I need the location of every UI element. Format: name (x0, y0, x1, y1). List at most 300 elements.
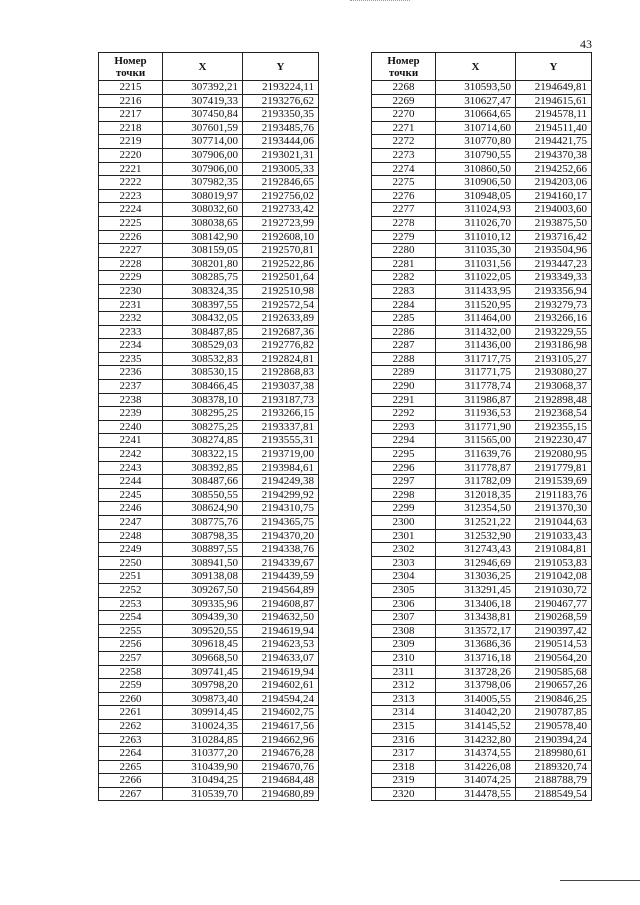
coordinates-table-right (371, 52, 592, 801)
cell-x: 311782,09 (436, 475, 516, 489)
cell-x: 313716,18 (436, 651, 516, 665)
table-row (99, 448, 319, 462)
cell-y: 2192723,99 (243, 216, 319, 230)
cell-point-number: 2285 (372, 312, 436, 326)
cell-y: 2189980,61 (516, 747, 592, 761)
cell-point-number: 2215 (99, 81, 163, 95)
table-row (99, 787, 319, 801)
cell-y: 2193337,81 (243, 420, 319, 434)
cell-point-number: 2258 (99, 665, 163, 679)
cell-y: 2189320,74 (516, 760, 592, 774)
cell-x: 309741,45 (163, 665, 243, 679)
cell-point-number: 2263 (99, 733, 163, 747)
table-row (372, 81, 592, 95)
cell-y: 2193021,31 (243, 148, 319, 162)
cell-x: 308529,03 (163, 339, 243, 353)
table-row (372, 651, 592, 665)
cell-x: 308038,65 (163, 216, 243, 230)
cell-y: 2192733,42 (243, 203, 319, 217)
cell-point-number: 2288 (372, 352, 436, 366)
cell-x: 308378,10 (163, 393, 243, 407)
cell-y: 2192501,64 (243, 271, 319, 285)
cell-point-number: 2217 (99, 108, 163, 122)
table-row (372, 380, 592, 394)
cell-y: 2192510,98 (243, 284, 319, 298)
cell-y: 2192230,47 (516, 434, 592, 448)
cell-point-number: 2245 (99, 488, 163, 502)
cell-point-number: 2264 (99, 747, 163, 761)
cell-point-number: 2291 (372, 393, 436, 407)
table-row (99, 230, 319, 244)
cell-point-number: 2269 (372, 94, 436, 108)
table-row (99, 121, 319, 135)
cell-y: 2194602,61 (243, 679, 319, 693)
cell-x: 308432,05 (163, 312, 243, 326)
cell-point-number: 2251 (99, 570, 163, 584)
cell-x: 310627,47 (436, 94, 516, 108)
table-row (372, 461, 592, 475)
table-row (99, 597, 319, 611)
cell-y: 2194615,61 (516, 94, 592, 108)
cell-y: 2192776,82 (243, 339, 319, 353)
table-row (99, 298, 319, 312)
cell-point-number: 2244 (99, 475, 163, 489)
cell-x: 314074,25 (436, 774, 516, 788)
cell-x: 311436,00 (436, 339, 516, 353)
cell-y: 2192633,89 (243, 312, 319, 326)
cell-x: 313798,06 (436, 679, 516, 693)
cell-y: 2191084,81 (516, 543, 592, 557)
cell-x: 311035,30 (436, 244, 516, 258)
cell-point-number: 2316 (372, 733, 436, 747)
table-row (99, 638, 319, 652)
cell-y: 2194662,96 (243, 733, 319, 747)
cell-y: 2194619,94 (243, 665, 319, 679)
cell-y: 2193266,16 (516, 312, 592, 326)
table-row (99, 624, 319, 638)
cell-x: 312743,43 (436, 543, 516, 557)
cell-point-number: 2303 (372, 556, 436, 570)
cell-point-number: 2220 (99, 148, 163, 162)
cell-y: 2191183,76 (516, 488, 592, 502)
cell-y: 2192846,65 (243, 176, 319, 190)
table-row (99, 706, 319, 720)
cell-y: 2194439,59 (243, 570, 319, 584)
cell-x: 308019,97 (163, 189, 243, 203)
cell-y: 2193105,27 (516, 352, 592, 366)
cell-y: 2193349,33 (516, 271, 592, 285)
table-row (99, 148, 319, 162)
table-row (372, 121, 592, 135)
cell-y: 2194594,24 (243, 692, 319, 706)
table-row (372, 556, 592, 570)
cell-point-number: 2281 (372, 257, 436, 271)
cell-x: 314005,55 (436, 692, 516, 706)
cell-x: 311936,53 (436, 407, 516, 421)
cell-x: 311022,05 (436, 271, 516, 285)
cell-x: 313438,81 (436, 611, 516, 625)
table-row (372, 760, 592, 774)
cell-y: 2194617,56 (243, 719, 319, 733)
cell-point-number: 2225 (99, 216, 163, 230)
cell-point-number: 2230 (99, 284, 163, 298)
cell-y: 2193187,73 (243, 393, 319, 407)
cell-y: 2192898,48 (516, 393, 592, 407)
cell-point-number: 2295 (372, 448, 436, 462)
table-row (372, 665, 592, 679)
table-row (99, 692, 319, 706)
cell-x: 308322,15 (163, 448, 243, 462)
cell-point-number: 2227 (99, 244, 163, 258)
cell-x: 313728,26 (436, 665, 516, 679)
table-row (99, 271, 319, 285)
cell-point-number: 2247 (99, 516, 163, 530)
cell-point-number: 2309 (372, 638, 436, 652)
cell-y: 2191539,69 (516, 475, 592, 489)
cell-x: 311565,00 (436, 434, 516, 448)
table-row (372, 434, 592, 448)
cell-point-number: 2221 (99, 162, 163, 176)
cell-x: 314226,08 (436, 760, 516, 774)
cell-y: 2188549,54 (516, 787, 592, 801)
cell-x: 307906,00 (163, 162, 243, 176)
cell-x: 310024,35 (163, 719, 243, 733)
cell-point-number: 2313 (372, 692, 436, 706)
cell-point-number: 2301 (372, 529, 436, 543)
cell-y: 2194338,76 (243, 543, 319, 557)
cell-y: 2194370,20 (243, 529, 319, 543)
cell-x: 309873,40 (163, 692, 243, 706)
cell-x: 309138,08 (163, 570, 243, 584)
table-row (99, 162, 319, 176)
cell-x: 313572,17 (436, 624, 516, 638)
cell-point-number: 2274 (372, 162, 436, 176)
header-point-number: Номер точки (372, 53, 436, 81)
cell-x: 308798,35 (163, 529, 243, 543)
coordinates-table-left (98, 52, 319, 801)
cell-y: 2191033,43 (516, 529, 592, 543)
cell-point-number: 2298 (372, 488, 436, 502)
cell-point-number: 2308 (372, 624, 436, 638)
table-row (99, 352, 319, 366)
cell-point-number: 2294 (372, 434, 436, 448)
cell-y: 2193555,31 (243, 434, 319, 448)
cell-y: 2193350,35 (243, 108, 319, 122)
cell-x: 309267,50 (163, 583, 243, 597)
table-row (372, 611, 592, 625)
cell-point-number: 2297 (372, 475, 436, 489)
cell-point-number: 2289 (372, 366, 436, 380)
cell-y: 2192522,86 (243, 257, 319, 271)
cell-x: 308142,90 (163, 230, 243, 244)
cell-x: 311771,90 (436, 420, 516, 434)
table-row (99, 135, 319, 149)
cell-y: 2194619,94 (243, 624, 319, 638)
cell-x: 308295,25 (163, 407, 243, 421)
table-row (99, 203, 319, 217)
cell-x: 314042,20 (436, 706, 516, 720)
table-row (99, 461, 319, 475)
cell-point-number: 2236 (99, 366, 163, 380)
cell-x: 310664,65 (436, 108, 516, 122)
table-row (99, 543, 319, 557)
table-row (372, 271, 592, 285)
cell-point-number: 2235 (99, 352, 163, 366)
table-row (99, 679, 319, 693)
cell-point-number: 2305 (372, 583, 436, 597)
cell-point-number: 2219 (99, 135, 163, 149)
cell-point-number: 2320 (372, 787, 436, 801)
cell-x: 311717,75 (436, 352, 516, 366)
table-row (99, 366, 319, 380)
cell-y: 2193716,42 (516, 230, 592, 244)
cell-point-number: 2256 (99, 638, 163, 652)
table-row (372, 448, 592, 462)
table-row (99, 434, 319, 448)
table-row (99, 733, 319, 747)
table-row (372, 516, 592, 530)
cell-y: 2192572,54 (243, 298, 319, 312)
cell-y: 2194299,92 (243, 488, 319, 502)
cell-x: 313686,36 (436, 638, 516, 652)
cell-point-number: 2257 (99, 651, 163, 665)
cell-x: 312354,50 (436, 502, 516, 516)
cell-point-number: 2276 (372, 189, 436, 203)
cell-x: 310284,85 (163, 733, 243, 747)
table-row (372, 774, 592, 788)
cell-y: 2194511,40 (516, 121, 592, 135)
cell-y: 2194252,66 (516, 162, 592, 176)
cell-point-number: 2272 (372, 135, 436, 149)
cell-y: 2194365,75 (243, 516, 319, 530)
cell-x: 313406,18 (436, 597, 516, 611)
table-row (372, 488, 592, 502)
table-row (372, 583, 592, 597)
cell-point-number: 2243 (99, 461, 163, 475)
table-row (372, 203, 592, 217)
table-row (99, 420, 319, 434)
cell-y: 2194623,53 (243, 638, 319, 652)
table-row (99, 475, 319, 489)
table-row (99, 325, 319, 339)
table-row (99, 502, 319, 516)
cell-point-number: 2287 (372, 339, 436, 353)
cell-point-number: 2231 (99, 298, 163, 312)
cell-point-number: 2271 (372, 121, 436, 135)
cell-point-number: 2307 (372, 611, 436, 625)
table-row (372, 706, 592, 720)
cell-point-number: 2299 (372, 502, 436, 516)
cell-y: 2193266,15 (243, 407, 319, 421)
cell-x: 310948,05 (436, 189, 516, 203)
cell-x: 310714,60 (436, 121, 516, 135)
table-row (99, 393, 319, 407)
cell-point-number: 2238 (99, 393, 163, 407)
cell-point-number: 2292 (372, 407, 436, 421)
cell-point-number: 2218 (99, 121, 163, 135)
table-row (99, 583, 319, 597)
header-point-number: Номер точки (99, 53, 163, 81)
cell-x: 312532,90 (436, 529, 516, 543)
table-row (99, 651, 319, 665)
header-y: Y (516, 53, 592, 81)
cell-point-number: 2317 (372, 747, 436, 761)
cell-y: 2194339,67 (243, 556, 319, 570)
table-row (372, 312, 592, 326)
cell-y: 2192687,36 (243, 325, 319, 339)
table-row (99, 339, 319, 353)
cell-x: 308624,90 (163, 502, 243, 516)
cell-x: 309668,50 (163, 651, 243, 665)
table-row (372, 189, 592, 203)
cell-point-number: 2246 (99, 502, 163, 516)
cell-y: 2194649,81 (516, 81, 592, 95)
cell-y: 2191779,81 (516, 461, 592, 475)
cell-y: 2194249,38 (243, 475, 319, 489)
table-row (372, 108, 592, 122)
cell-x: 307982,35 (163, 176, 243, 190)
cell-point-number: 2242 (99, 448, 163, 462)
cell-point-number: 2216 (99, 94, 163, 108)
cell-x: 307392,21 (163, 81, 243, 95)
table-row (372, 719, 592, 733)
cell-x: 308397,55 (163, 298, 243, 312)
cell-x: 310790,55 (436, 148, 516, 162)
cell-y: 2192868,83 (243, 366, 319, 380)
cell-point-number: 2250 (99, 556, 163, 570)
cell-y: 2194564,89 (243, 583, 319, 597)
cell-x: 311986,87 (436, 393, 516, 407)
cell-y: 2193229,55 (516, 325, 592, 339)
table-row (372, 352, 592, 366)
table-row (99, 747, 319, 761)
cell-y: 2194421,75 (516, 135, 592, 149)
cell-point-number: 2266 (99, 774, 163, 788)
cell-y: 2190787,85 (516, 706, 592, 720)
cell-point-number: 2259 (99, 679, 163, 693)
cell-point-number: 2233 (99, 325, 163, 339)
cell-x: 309914,45 (163, 706, 243, 720)
cell-x: 310377,20 (163, 747, 243, 761)
table-row (372, 230, 592, 244)
table-row (372, 162, 592, 176)
cell-y: 2190397,42 (516, 624, 592, 638)
cell-y: 2192368,54 (516, 407, 592, 421)
cell-point-number: 2249 (99, 543, 163, 557)
cell-point-number: 2304 (372, 570, 436, 584)
cell-x: 311778,87 (436, 461, 516, 475)
header-x: X (436, 53, 516, 81)
cell-point-number: 2286 (372, 325, 436, 339)
cell-point-number: 2241 (99, 434, 163, 448)
cell-y: 2194602,75 (243, 706, 319, 720)
table-row (99, 760, 319, 774)
cell-x: 311026,70 (436, 216, 516, 230)
cell-y: 2192824,81 (243, 352, 319, 366)
cell-point-number: 2302 (372, 543, 436, 557)
table-row (99, 81, 319, 95)
cell-point-number: 2277 (372, 203, 436, 217)
table-row (372, 298, 592, 312)
cell-point-number: 2265 (99, 760, 163, 774)
cell-point-number: 2273 (372, 148, 436, 162)
cell-point-number: 2314 (372, 706, 436, 720)
cell-point-number: 2319 (372, 774, 436, 788)
cell-x: 311520,95 (436, 298, 516, 312)
cell-y: 2194676,28 (243, 747, 319, 761)
table-row (372, 679, 592, 693)
table-row (372, 570, 592, 584)
cell-y: 2190394,24 (516, 733, 592, 747)
cell-x: 311024,93 (436, 203, 516, 217)
cell-x: 311031,56 (436, 257, 516, 271)
table-row (372, 502, 592, 516)
cell-x: 311639,76 (436, 448, 516, 462)
cell-y: 2192608,10 (243, 230, 319, 244)
cell-y: 2190657,26 (516, 679, 592, 693)
cell-point-number: 2262 (99, 719, 163, 733)
cell-y: 2192355,15 (516, 420, 592, 434)
cell-y: 2191042,08 (516, 570, 592, 584)
table-row (372, 244, 592, 258)
cell-y: 2194578,11 (516, 108, 592, 122)
cell-y: 2190846,25 (516, 692, 592, 706)
table-row (372, 135, 592, 149)
cell-x: 308530,15 (163, 366, 243, 380)
table-row (99, 244, 319, 258)
table-row (372, 787, 592, 801)
cell-y: 2193875,50 (516, 216, 592, 230)
cell-point-number: 2267 (99, 787, 163, 801)
cell-y: 2193276,62 (243, 94, 319, 108)
cell-y: 2194670,76 (243, 760, 319, 774)
cell-x: 307714,00 (163, 135, 243, 149)
table-row (99, 216, 319, 230)
cell-point-number: 2283 (372, 284, 436, 298)
cell-y: 2193068,37 (516, 380, 592, 394)
cell-x: 308487,85 (163, 325, 243, 339)
cell-x: 308941,50 (163, 556, 243, 570)
table-row (99, 108, 319, 122)
table-row (372, 475, 592, 489)
cell-point-number: 2237 (99, 380, 163, 394)
cell-y: 2190467,77 (516, 597, 592, 611)
cell-x: 309798,20 (163, 679, 243, 693)
table-row (99, 665, 319, 679)
cell-x: 312018,35 (436, 488, 516, 502)
table-row (372, 216, 592, 230)
cell-point-number: 2278 (372, 216, 436, 230)
table-row (99, 774, 319, 788)
cell-x: 314145,52 (436, 719, 516, 733)
cell-x: 308487,66 (163, 475, 243, 489)
cell-y: 2193984,61 (243, 461, 319, 475)
cell-y: 2194310,75 (243, 502, 319, 516)
cell-x: 308550,55 (163, 488, 243, 502)
cell-point-number: 2310 (372, 651, 436, 665)
table-row (372, 339, 592, 353)
cell-x: 312521,22 (436, 516, 516, 530)
cell-y: 2194684,48 (243, 774, 319, 788)
cell-y: 2194608,87 (243, 597, 319, 611)
cell-x: 308275,25 (163, 420, 243, 434)
cell-x: 310494,25 (163, 774, 243, 788)
cell-x: 308392,85 (163, 461, 243, 475)
table-header-row (99, 53, 319, 81)
cell-x: 310593,50 (436, 81, 516, 95)
cell-y: 2193504,96 (516, 244, 592, 258)
cell-point-number: 2284 (372, 298, 436, 312)
